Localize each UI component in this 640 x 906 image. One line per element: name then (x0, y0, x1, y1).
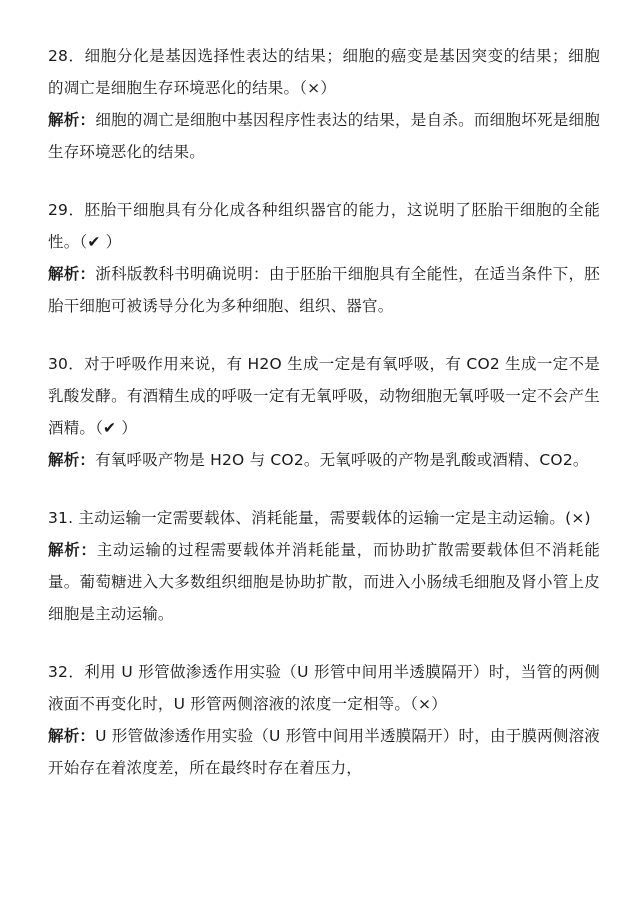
question-text: 32．利用 U 形管做渗透作用实验（U 形管中间用半透膜隔开）时，当管的两侧液面不再变化时，U 形管两侧溶液的浓度一定相等。（×） (48, 663, 600, 713)
analysis-paragraph (48, 258, 600, 322)
question-text: 31. 主动运输一定需要载体、消耗能量，需要载体的运输一定是主动运输。(×) (48, 509, 591, 527)
question-text: 28．细胞分化是基因选择性表达的结果；细胞的癌变是基因突变的结果；细胞的凋亡是细胞生存环境恶化的结果。（×） (48, 47, 600, 97)
question-text: 29．胚胎干细胞具有分化成各种组织器官的能力，这说明了胚胎干细胞的全能性。（✔ ） (48, 201, 600, 251)
analysis-paragraph (48, 720, 600, 784)
analysis-label: 解析： (48, 451, 96, 469)
analysis-text: 细胞的凋亡是细胞中基因程序性表达的结果，是自杀。而细胞坏死是细胞生存环境恶化的结果。 (48, 111, 600, 161)
analysis-paragraph (48, 104, 600, 168)
analysis-paragraph (48, 444, 600, 476)
question-item-32 (48, 656, 600, 784)
question-item-30 (48, 348, 600, 476)
analysis-text: 有氧呼吸产物是 H2O 与 CO2。无氧呼吸的产物是乳酸或酒精、CO2。 (95, 451, 589, 469)
analysis-text: 主动运输的过程需要载体并消耗能量，而协助扩散需要载体但不消耗能量。葡萄糖进入大多数组织细胞是协助扩散，而进入小肠绒毛细胞及肾小管上皮细胞是主动运输。 (48, 541, 601, 623)
analysis-text: U 形管做渗透作用实验（U 形管中间用半透膜隔开）时，由于膜两侧溶液开始存在着浓度差，所在最终时存在着压力， (48, 727, 600, 777)
question-item-29 (48, 194, 600, 322)
analysis-label: 解析： (48, 111, 96, 129)
analysis-paragraph (48, 534, 600, 630)
analysis-label: 解析： (48, 727, 96, 745)
analysis-text: 浙科版教科书明确说明：由于胚胎干细胞具有全能性，在适当条件下，胚胎干细胞可被诱导分化为多种细胞、组织、器官。 (48, 265, 600, 315)
question-text: 30．对于呼吸作用来说，有 H2O 生成一定是有氧呼吸，有 CO2 生成一定不是乳酸发酵。有酒精生成的呼吸一定有无氧呼吸，动物细胞无氧呼吸一定不会产生酒精。（✔ ） (48, 355, 600, 437)
question-item-28 (48, 40, 600, 168)
analysis-label: 解析： (48, 265, 96, 283)
analysis-label: 解析： (48, 541, 97, 559)
question-item-31 (48, 502, 600, 630)
